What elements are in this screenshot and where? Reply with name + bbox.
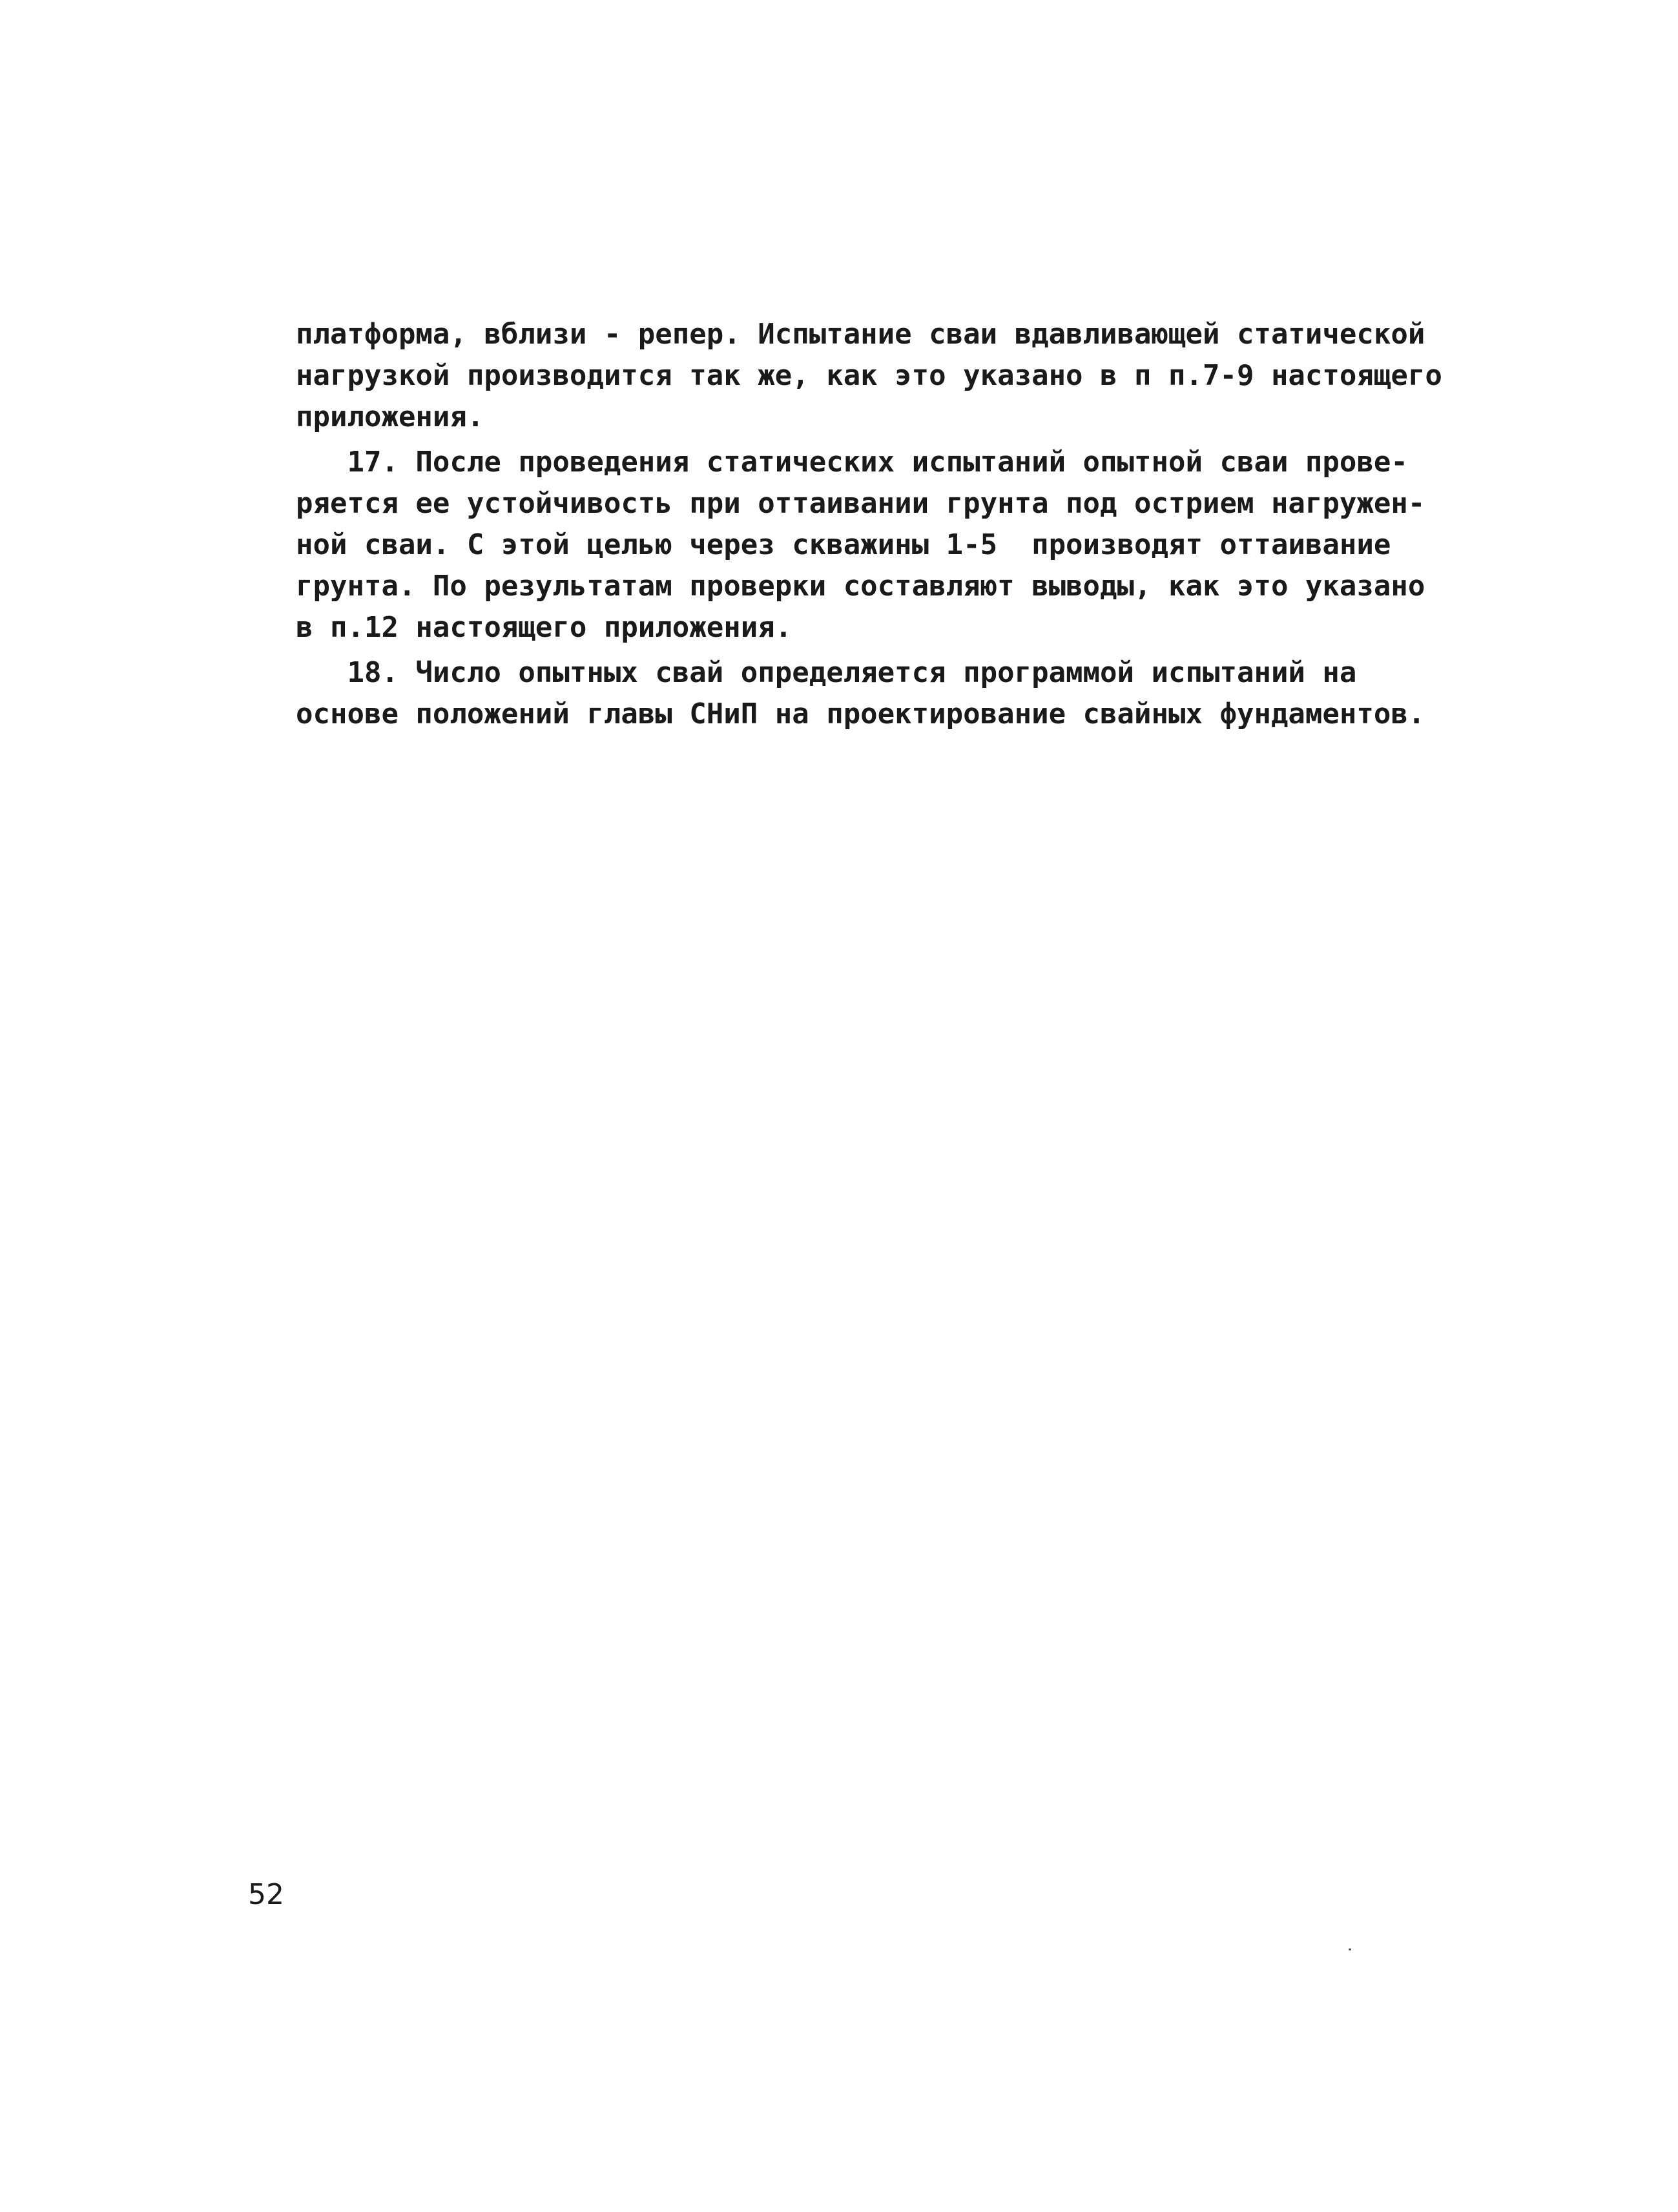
text-line: 17. После проведения статических испытаний опытной сваи прове- [296, 446, 1408, 479]
text-line: нагрузкой производится так же, как это указано в п п.7-9 настоящего [296, 359, 1442, 392]
scan-speck [1349, 1948, 1351, 1950]
paragraph [296, 442, 1425, 648]
text-line: в п.12 настоящего приложения. [296, 611, 792, 644]
text-line: грунта. По результатам проверки составляют выводы, как это указано [296, 570, 1425, 603]
paragraph [296, 652, 1425, 735]
text-line: основе положений главы СНиП на проектирование свайных фундаментов. [296, 698, 1425, 730]
text-line: ряется ее устойчивость при оттаивании грунта под острием нагружен- [296, 487, 1425, 520]
page-number: 52 [248, 1878, 284, 1911]
paragraph [296, 314, 1442, 438]
text-line: ной сваи. С этой целью через скважины 1-5 производят оттаивание [296, 528, 1391, 561]
text-line: платформа, вблизи - репер. Испытание сваи вдавливающей статической [296, 318, 1425, 351]
text-line: 18. Число опытных свай определяется программой испытаний на [296, 656, 1357, 689]
body-text [296, 314, 1442, 735]
text-line: приложения. [296, 400, 484, 433]
